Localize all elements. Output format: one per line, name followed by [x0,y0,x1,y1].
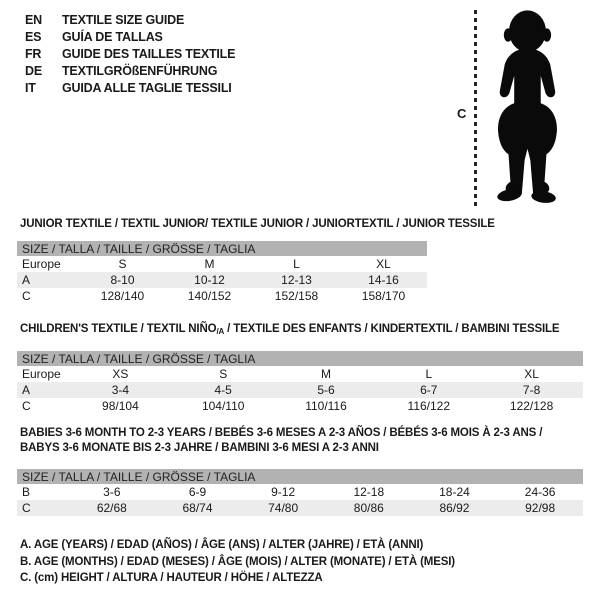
table-row [17,382,583,398]
size-cell: 122/128 [509,399,554,413]
row-label-cell: Europe [22,257,61,271]
size-cell: 152/158 [274,289,319,303]
babies-title-line2: BABYS 3-6 MONATE BIS 2-3 JAHRE / BAMBINI 3-6 MESI A 2-3 ANNI [20,442,379,454]
babies-title-line1: BABIES 3-6 MONTH TO 2-3 YEARS / BEBÉS 3-6 MESES A 2-3 AÑOS / BÉBÉS 3-6 MOIS À 2-3 ANS / [20,427,543,439]
children-size-table [17,351,583,414]
baby-silhouette-image [482,8,572,208]
table-row [17,256,427,272]
table-row [17,288,427,304]
footnotes [20,537,455,587]
children-title-suffix: / TEXTILE DES ENFANTS / KINDERTEXTIL / BAMBINI TESSILE [224,323,560,335]
row-label-cell: C [22,399,31,413]
size-cell: 18-24 [439,485,470,499]
size-cell: 62/68 [69,500,155,516]
children-title-prefix: CHILDREN'S TEXTILE / TEXTIL NIÑO [20,323,217,335]
size-cell: 104/110 [201,399,245,413]
size-cell: 4-5 [172,382,275,398]
language-code: FR [25,47,42,61]
table-row [17,500,583,516]
size-cell: 92/98 [497,500,583,516]
size-cell: 3-4 [69,382,172,398]
language-row [25,46,235,63]
size-cell: 5-6 [275,382,378,398]
size-cell: 14-16 [340,272,427,288]
language-code: EN [25,13,42,27]
size-cell: 116/122 [407,399,451,413]
table-row [17,366,583,382]
size-cell: 12-18 [353,485,385,499]
table-row [17,398,583,414]
language-code: ES [25,30,42,44]
row-label-cell: Europe [22,367,61,381]
size-header-label: SIZE / TALLA / TAILLE / GRÖSSE / TAGLIA [17,241,427,256]
table-row [17,272,427,288]
row-label-cell: B [22,485,31,499]
size-header-bar [17,351,583,366]
size-cell: 98/104 [102,399,139,413]
footnote-height-cm: C. (cm) HEIGHT / ALTURA / HAUTEUR / HÖHE / ALTEZZA [20,572,323,584]
size-cell: 86/92 [412,500,498,516]
language-label: GUIDA ALLE TAGLIE TESSILI [62,81,232,95]
height-measure-dashed-line [474,10,477,208]
size-cell: 9-12 [271,485,296,499]
size-cell: M [204,257,215,271]
size-header-label: SIZE / TALLA / TAILLE / GRÖSSE / TAGLIA [17,351,583,366]
table-row [17,484,583,500]
footnote-age-months: B. AGE (MONTHS) / EDAD (MESES) / ÂGE (MOIS) / ALTER (MONATE) / ETÀ (MESI) [20,555,455,568]
size-cell: M [320,367,331,381]
size-cell: 80/86 [326,500,412,516]
row-label-cell: A [17,382,69,398]
language-label: TEXTILE SIZE GUIDE [62,13,185,27]
size-cell: S [118,257,127,271]
size-cell: 3-6 [103,485,121,499]
size-header-bar [17,241,427,256]
size-cell: 6-9 [188,485,207,499]
row-label-cell: C [17,500,69,516]
children-title-subscript: /A [216,327,225,336]
size-header-bar [17,469,583,484]
size-cell: 128/140 [100,289,145,303]
size-cell: 6-7 [377,382,480,398]
size-cell: 10-12 [166,272,253,288]
language-row [25,63,235,80]
row-label-cell: A [17,272,79,288]
size-cell: S [219,367,228,381]
language-label: TEXTILGRÖßENFÜHRUNG [62,64,218,78]
size-cell: XL [376,257,391,271]
children-table-title [20,322,559,339]
size-cell: 7-8 [480,382,583,398]
size-cell: XS [112,367,129,381]
size-cell: 158/170 [361,289,406,303]
size-cell: XL [524,367,539,381]
size-cell: 110/116 [305,399,347,413]
row-label-cell: C [22,289,31,303]
height-marker-label: C [457,106,467,121]
size-header-label: SIZE / TALLA / TAILLE / GRÖSSE / TAGLIA [17,469,583,484]
language-code: IT [25,81,36,95]
junior-size-table [17,241,427,304]
size-cell: 140/152 [187,289,232,303]
footnote-age-years: A. AGE (YEARS) / EDAD (AÑOS) / ÂGE (ANS) / ALTER (JAHRE) / ETÀ (ANNI) [20,539,424,551]
size-cell: 68/74 [155,500,241,516]
junior-table-title: JUNIOR TEXTILE / TEXTIL JUNIOR/ TEXTILE JUNIOR / JUNIORTEXTIL / JUNIOR TESSILE [20,218,495,230]
size-cell: 8-10 [79,272,166,288]
size-cell: L [425,367,433,381]
language-list [25,12,235,97]
language-label: GUÍA DE TALLAS [62,30,163,44]
language-row [25,29,235,46]
size-cell: 24-36 [524,485,556,499]
language-code: DE [25,64,42,78]
size-cell: 74/80 [240,500,326,516]
size-cell: L [293,257,300,271]
babies-table-title [20,426,560,456]
size-cell: 12-13 [253,272,340,288]
language-row [25,12,235,29]
language-row [25,80,235,97]
babies-size-table [17,469,583,516]
language-label: GUIDE DES TAILLES TEXTILE [62,47,236,61]
